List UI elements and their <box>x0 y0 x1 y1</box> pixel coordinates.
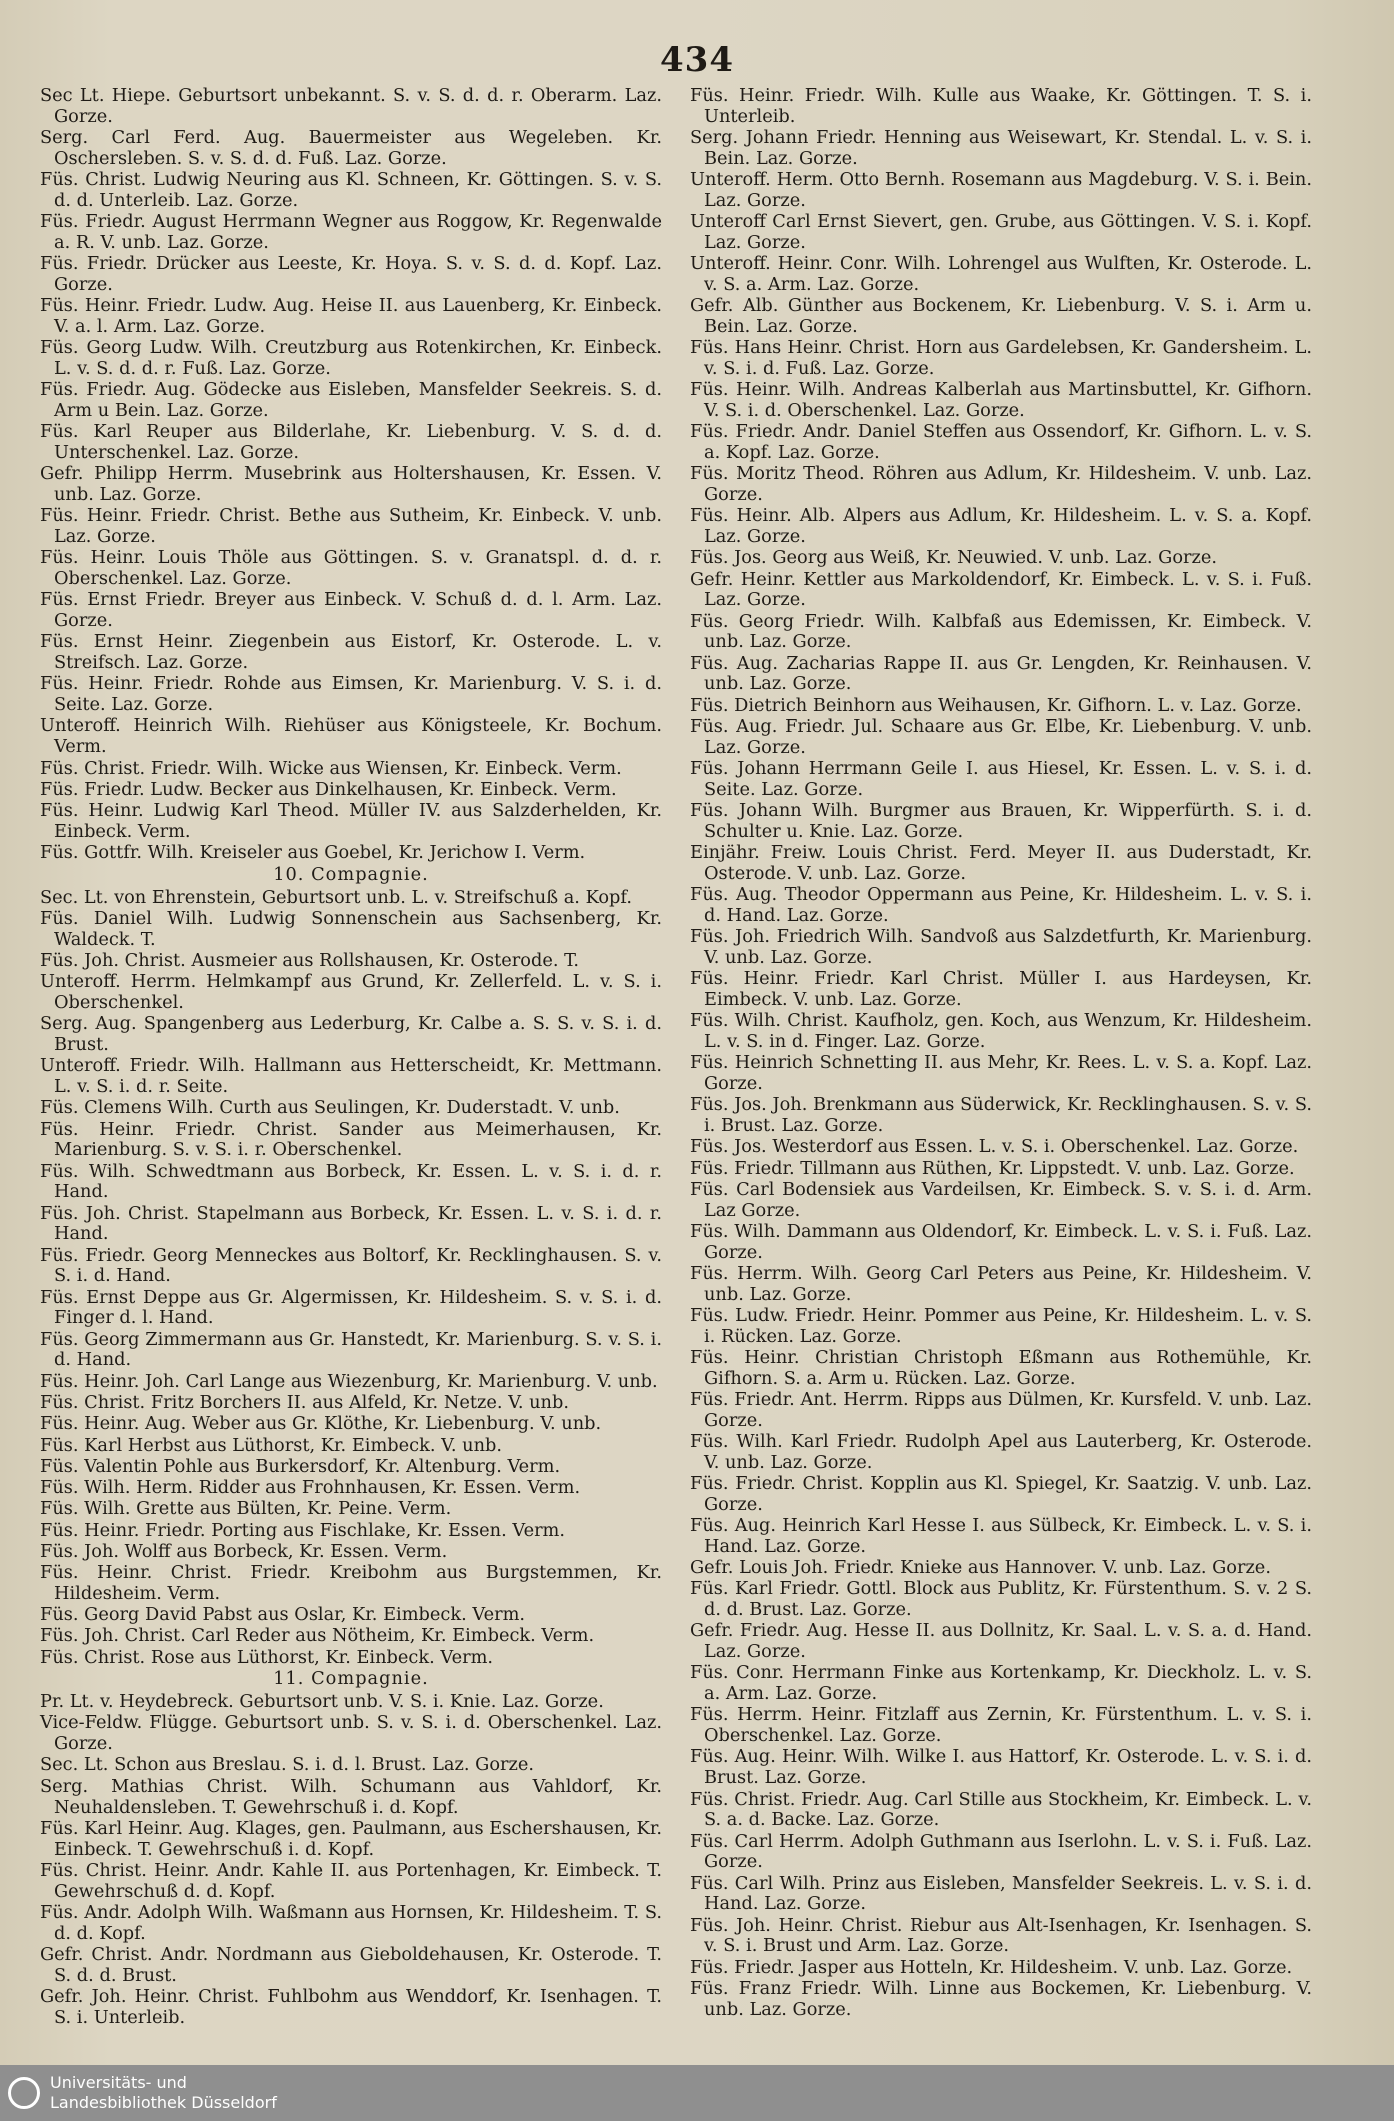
casualty-entry: Füs. Heinr. Friedr. Christ. Sander aus Meimerhausen, Kr. Marienburg. S. v. S. i. r. Oberschenkel. <box>40 1119 662 1161</box>
casualty-entry: Füs. Joh. Heinr. Christ. Riebur aus Alt-Isenhagen, Kr. Isenhagen. S. v. S. i. Brust und Arm. Laz. Gorze. <box>690 1915 1312 1957</box>
library-name <box>50 2073 277 2113</box>
casualty-entry: Füs. Joh. Christ. Carl Reder aus Nötheim, Kr. Eimbeck. Verm. <box>40 1626 595 1647</box>
casualty-entry: Füs. Joh. Christ. Stapelmann aus Borbeck, Kr. Essen. L. v. S. i. d. r. Hand. <box>40 1203 662 1245</box>
casualty-entry: Unteroff Carl Ernst Sievert, gen. Grube, aus Göttingen. V. S. i. Kopf. Laz. Gorze. <box>690 212 1312 253</box>
casualty-entry: Füs. Heinr. Louis Thöle aus Göttingen. S. v. Granatspl. d. d. r. Oberschenkel. Laz. Gorze. <box>40 548 662 590</box>
casualty-entry: Füs. Joh. Christ. Ausmeier aus Rollshausen, Kr. Osterode. T. <box>40 950 579 971</box>
casualty-entry: Füs. Georg Friedr. Wilh. Kalbfaß aus Edemissen, Kr. Eimbeck. V. unb. Laz. Gorze. <box>690 611 1312 653</box>
casualty-entry: Gefr. Philipp Herrm. Musebrink aus Holtershausen, Kr. Essen. V. unb. Laz. Gorze. <box>40 464 662 506</box>
page-number: 434 <box>660 40 734 80</box>
right-column <box>690 86 1312 2021</box>
casualty-entry: Sec Lt. Hiepe. Geburtsort unbekannt. S. v. S. d. d. r. Oberarm. Laz. Gorze. <box>40 86 662 127</box>
casualty-entry: Füs. Daniel Wilh. Ludwig Sonnenschein aus Sachsenberg, Kr. Waldeck. T. <box>40 908 662 950</box>
casualty-entry: Füs. Friedr. August Herrmann Wegner aus Roggow, Kr. Regenwalde a. R. V. unb. Laz. Gorze. <box>40 212 662 253</box>
casualty-entry: Füs. Heinr. Wilh. Andreas Kalberlah aus Martinsbuttel, Kr. Gifhorn. V. S. i. d. Oberschenkel. Laz. Gorze. <box>690 380 1312 421</box>
casualty-entry: Füs. Herrm. Wilh. Georg Carl Peters aus Peine, Kr. Hildesheim. V. unb. Laz. Gorze. <box>690 1263 1312 1305</box>
casualty-entry: Füs. Friedr. Georg Menneckes aus Boltorf, Kr. Recklinghausen. S. v. S. i. d. Hand. <box>40 1245 662 1287</box>
casualty-entry: Füs. Friedr. Ludw. Becker aus Dinkelhausen, Kr. Einbeck. Verm. <box>40 779 617 800</box>
casualty-entry: Füs. Aug. Heinrich Karl Hesse I. aus Sülbeck, Kr. Eimbeck. L. v. S. i. Hand. Laz. Gorze. <box>690 1516 1312 1557</box>
casualty-entry: Füs. Heinr. Joh. Carl Lange aus Wiezenburg, Kr. Marienburg. V. unb. <box>40 1371 658 1392</box>
casualty-entry: Füs. Georg Zimmermann aus Gr. Hanstedt, Kr. Marienburg. S. v. S. i. d. Hand. <box>40 1329 662 1371</box>
casualty-entry: Füs. Ernst Friedr. Breyer aus Einbeck. V. Schuß d. d. l. Arm. Laz. Gorze. <box>40 590 662 632</box>
casualty-entry: Einjähr. Freiw. Louis Christ. Ferd. Meyer II. aus Duderstadt, Kr. Osterode. V. unb. Laz. Gorze. <box>690 843 1312 884</box>
casualty-entry: Füs. Joh. Wolff aus Borbeck, Kr. Essen. Verm. <box>40 1541 448 1562</box>
casualty-entry: Füs. Christ. Heinr. Andr. Kahle II. aus Portenhagen, Kr. Eimbeck. T. Gewehrschuß d. d. Kopf. <box>40 1860 662 1902</box>
casualty-entry: Füs. Aug. Theodor Oppermann aus Peine, Kr. Hildesheim. L. v. S. i. d. Hand. Laz. Gorze. <box>690 885 1312 926</box>
casualty-entry: Füs. Heinrich Schnetting II. aus Mehr, Kr. Rees. L. v. S. a. Kopf. Laz. Gorze. <box>690 1053 1312 1094</box>
casualty-entry: Füs. Wilh. Herm. Ridder aus Frohnhausen, Kr. Essen. Verm. <box>40 1478 581 1499</box>
casualty-entry: Füs. Heinr. Friedr. Christ. Bethe aus Sutheim, Kr. Einbeck. V. unb. Laz. Gorze. <box>40 506 662 548</box>
casualty-entry: Gefr. Louis Joh. Friedr. Knieke aus Hannover. V. unb. Laz. Gorze. <box>690 1558 1271 1579</box>
casualty-entry: Füs. Valentin Pohle aus Burkersdorf, Kr. Altenburg. Verm. <box>40 1456 561 1477</box>
casualty-entry: Füs. Carl Wilh. Prinz aus Eisleben, Mansfelder Seekreis. L. v. S. i. d. Hand. Laz. Gorze. <box>690 1873 1312 1915</box>
casualty-entry: Füs. Heinr. Friedr. Rohde aus Eimsen, Kr. Marienburg. V. S. i. d. Seite. Laz. Gorze. <box>40 674 662 716</box>
casualty-entry: Füs. Herrm. Heinr. Fitzlaff aus Zernin, Kr. Fürstenthum. L. v. S. i. Oberschenkel. Laz. Gorze. <box>690 1705 1312 1747</box>
casualty-entry: Füs. Wilh. Christ. Kaufholz, gen. Koch, aus Wenzum, Kr. Hildesheim. L. v. S. in d. Finger. Laz. Gorze. <box>690 1011 1312 1052</box>
casualty-entry: Füs. Heinr. Christian Christoph Eßmann aus Rothemühle, Kr. Gifhorn. S. a. Arm u. Rücken. Laz. Gorze. <box>690 1347 1312 1389</box>
casualty-entry: Füs. Karl Friedr. Gottl. Block aus Publitz, Kr. Fürstenthum. S. v. 2 S. d. d. Brust. Laz. Gorze. <box>690 1579 1312 1621</box>
casualty-entry: Füs. Friedr. Tillmann aus Rüthen, Kr. Lippstedt. V. unb. Laz. Gorze. <box>690 1158 1295 1179</box>
casualty-entry: Gefr. Friedr. Aug. Hesse II. aus Dollnitz, Kr. Saal. L. v. S. a. d. Hand. Laz. Gorze. <box>690 1621 1312 1663</box>
library-name-line1: Universitäts- und <box>50 2073 187 2092</box>
left-column <box>40 86 662 2029</box>
casualty-entry: Füs. Conr. Herrmann Finke aus Kortenkamp, Kr. Dieckholz. L. v. S. a. Arm. Laz. Gorze. <box>690 1663 1312 1705</box>
casualty-entry: Füs. Joh. Friedrich Wilh. Sandvoß aus Salzdetfurth, Kr. Marienburg. V. unb. Laz. Gorze. <box>690 927 1312 968</box>
company-heading: 10. Compagnie. <box>273 864 429 885</box>
casualty-entry: Pr. Lt. v. Heydebreck. Geburtsort unb. V. S. i. Knie. Laz. Gorze. <box>40 1692 604 1713</box>
casualty-entry: Füs. Aug. Heinr. Wilh. Wilke I. aus Hattorf, Kr. Osterode. L. v. S. i. d. Brust. Laz. Gorze. <box>690 1747 1312 1789</box>
casualty-entry: Füs. Ernst Heinr. Ziegenbein aus Eistorf, Kr. Osterode. L. v. Streifsch. Laz. Gorze. <box>40 632 662 674</box>
casualty-entry: Füs. Carl Bodensiek aus Vardeilsen, Kr. Eimbeck. S. v. S. i. d. Arm. Laz Gorze. <box>690 1179 1312 1221</box>
library-name-line2: Landesbibliothek Düsseldorf <box>50 2093 277 2112</box>
casualty-entry: Sec. Lt. von Ehrenstein, Geburtsort unb. L. v. Streifschuß a. Kopf. <box>40 887 632 908</box>
casualty-entry: Füs. Heinr. Friedr. Wilh. Kulle aus Waake, Kr. Göttingen. T. S. i. Unterleib. <box>690 86 1312 127</box>
casualty-entry: Füs. Christ. Ludwig Neuring aus Kl. Schneen, Kr. Göttingen. S. v. S. d. d. Unterleib. Laz. Gorze. <box>40 170 662 211</box>
casualty-entry: Füs. Friedr. Aug. Gödecke aus Eisleben, Mansfelder Seekreis. S. d. Arm u Bein. Laz. Gorze. <box>40 380 662 421</box>
casualty-entry: Füs. Friedr. Christ. Kopplin aus Kl. Spiegel, Kr. Saatzig. V. unb. Laz. Gorze. <box>690 1474 1312 1515</box>
company-heading: 11. Compagnie. <box>273 1669 429 1690</box>
casualty-entry: Füs. Georg David Pabst aus Oslar, Kr. Eimbeck. Verm. <box>40 1605 526 1626</box>
casualty-entry: Füs. Clemens Wilh. Curth aus Seulingen, Kr. Duderstadt. V. unb. <box>40 1098 620 1119</box>
casualty-entry: Füs. Christ. Fritz Borchers II. aus Alfeld, Kr. Netze. V. unb. <box>40 1392 569 1413</box>
casualty-entry: Füs. Aug. Friedr. Jul. Schaare aus Gr. Elbe, Kr. Liebenburg. V. unb. Laz. Gorze. <box>690 716 1312 758</box>
library-footer <box>0 2065 1394 2121</box>
casualty-entry: Serg. Aug. Spangenberg aus Lederburg, Kr. Calbe a. S. S. v. S. i. d. Brust. <box>40 1014 662 1055</box>
casualty-entry: Gefr. Joh. Heinr. Christ. Fuhlbohm aus Wenddorf, Kr. Isenhagen. T. S. i. Unterleib. <box>40 1986 662 2028</box>
casualty-entry: Füs. Moritz Theod. Röhren aus Adlum, Kr. Hildesheim. V. unb. Laz. Gorze. <box>690 464 1312 506</box>
casualty-entry: Unteroff. Herrm. Helmkampf aus Grund, Kr. Zellerfeld. L. v. S. i. Oberschenkel. <box>40 972 662 1013</box>
casualty-entry: Füs. Heinr. Ludwig Karl Theod. Müller IV. aus Salzderhelden, Kr. Einbeck. Verm. <box>40 801 662 842</box>
casualty-entry: Füs. Karl Heinr. Aug. Klages, gen. Paulmann, aus Eschershausen, Kr. Einbeck. T. Gewehrschuß i. d. Kopf. <box>40 1818 662 1860</box>
casualty-entry: Füs. Heinr. Christ. Friedr. Kreibohm aus Burgstemmen, Kr. Hildesheim. Verm. <box>40 1563 662 1604</box>
casualty-entry: Füs. Hans Heinr. Christ. Horn aus Gardelebsen, Kr. Gandersheim. L. v. S. i. d. Fuß. Laz. Gorze. <box>690 338 1312 379</box>
casualty-entry: Füs. Ernst Deppe aus Gr. Algermissen, Kr. Hildesheim. S. v. S. i. d. Finger d. l. Hand. <box>40 1287 662 1329</box>
casualty-entry: Füs. Friedr. Andr. Daniel Steffen aus Ossendorf, Kr. Gifhorn. L. v. S. a. Kopf. Laz. Gorze. <box>690 422 1312 464</box>
casualty-entry: Füs. Andr. Adolph Wilh. Waßmann aus Hornsen, Kr. Hildesheim. T. S. d. d. Kopf. <box>40 1902 662 1944</box>
casualty-entry: Füs. Ludw. Friedr. Heinr. Pommer aus Peine, Kr. Hildesheim. L. v. S. i. Rücken. Laz. Gorze. <box>690 1305 1312 1347</box>
casualty-entry: Füs. Wilh. Karl Friedr. Rudolph Apel aus Lauterberg, Kr. Osterode. V. unb. Laz. Gorze. <box>690 1432 1312 1473</box>
casualty-entry: Füs. Johann Herrmann Geile I. aus Hiesel, Kr. Essen. L. v. S. i. d. Seite. Laz. Gorze. <box>690 759 1312 800</box>
casualty-entry: Serg. Mathias Christ. Wilh. Schumann aus Vahldorf, Kr. Neuhaldensleben. T. Gewehrschuß i. d. Kopf. <box>40 1776 662 1818</box>
casualty-entry: Füs. Wilh. Schwedtmann aus Borbeck, Kr. Essen. L. v. S. i. d. r. Hand. <box>40 1161 662 1203</box>
casualty-entry: Füs. Friedr. Ant. Herrm. Ripps aus Dülmen, Kr. Kursfeld. V. unb. Laz. Gorze. <box>690 1389 1312 1431</box>
casualty-entry: Füs. Heinr. Friedr. Ludw. Aug. Heise II. aus Lauenberg, Kr. Einbeck. V. a. l. Arm. Laz. Gorze. <box>40 296 662 337</box>
casualty-entry: Füs. Karl Herbst aus Lüthorst, Kr. Eimbeck. V. unb. <box>40 1435 503 1456</box>
casualty-entry: Gefr. Heinr. Kettler aus Markoldendorf, Kr. Eimbeck. L. v. S. i. Fuß. Laz. Gorze. <box>690 569 1312 611</box>
casualty-entry: Füs. Wilh. Dammann aus Oldendorf, Kr. Eimbeck. L. v. S. i. Fuß. Laz. Gorze. <box>690 1221 1312 1263</box>
casualty-entry: Füs. Heinr. Aug. Weber aus Gr. Klöthe, Kr. Liebenburg. V. unb. <box>40 1414 602 1435</box>
casualty-entry: Füs. Heinr. Friedr. Karl Christ. Müller I. aus Hardeysen, Kr. Eimbeck. V. unb. Laz. Gorze. <box>690 969 1312 1010</box>
casualty-entry: Füs. Jos. Joh. Brenkmann aus Süderwick, Kr. Recklinghausen. S. v. S. i. Brust. Laz. Gorze. <box>690 1095 1312 1137</box>
casualty-entry: Unteroff. Herm. Otto Bernh. Rosemann aus Magdeburg. V. S. i. Bein. Laz. Gorze. <box>690 170 1312 211</box>
casualty-entry: Unteroff. Heinrich Wilh. Riehüser aus Königsteele, Kr. Bochum. Verm. <box>40 716 662 758</box>
casualty-entry: Füs. Christ. Friedr. Wilh. Wicke aus Wiensen, Kr. Einbeck. Verm. <box>40 758 622 779</box>
casualty-entry: Füs. Wilh. Grette aus Bülten, Kr. Peine. Verm. <box>40 1499 452 1520</box>
casualty-entry: Füs. Gottfr. Wilh. Kreiseler aus Goebel, Kr. Jerichow I. Verm. <box>40 843 586 864</box>
casualty-entry: Unteroff. Friedr. Wilh. Hallmann aus Hetterscheidt, Kr. Mettmann. L. v. S. i. d. r. Seite. <box>40 1056 662 1097</box>
casualty-entry: Sec. Lt. Schon aus Breslau. S. i. d. l. Brust. Laz. Gorze. <box>40 1755 534 1776</box>
casualty-entry: Füs. Jos. Georg aus Weiß, Kr. Neuwied. V. unb. Laz. Gorze. <box>690 548 1218 569</box>
casualty-entry: Füs. Christ. Rose aus Lüthorst, Kr. Einbeck. Verm. <box>40 1647 494 1668</box>
casualty-entry: Gefr. Alb. Günther aus Bockenem, Kr. Liebenburg. V. S. i. Arm u. Bein. Laz. Gorze. <box>690 296 1312 337</box>
casualty-entry: Füs. Friedr. Jasper aus Hotteln, Kr. Hildesheim. V. unb. Laz. Gorze. <box>690 1957 1293 1978</box>
casualty-entry: Gefr. Christ. Andr. Nordmann aus Gieboldehausen, Kr. Osterode. T. S. d. d. Brust. <box>40 1944 662 1986</box>
casualty-entry: Füs. Heinr. Friedr. Porting aus Fischlake, Kr. Essen. Verm. <box>40 1520 566 1541</box>
library-logo-icon <box>8 2077 40 2109</box>
casualty-entry: Füs. Aug. Zacharias Rappe II. aus Gr. Lengden, Kr. Reinhausen. V. unb. Laz. Gorze. <box>690 653 1312 695</box>
casualty-entry: Füs. Carl Herrm. Adolph Guthmann aus Iserlohn. L. v. S. i. Fuß. Laz. Gorze. <box>690 1831 1312 1873</box>
casualty-entry: Füs. Karl Reuper aus Bilderlahe, Kr. Liebenburg. V. S. d. d. Unterschenkel. Laz. Gorze. <box>40 422 662 464</box>
casualty-entry: Füs. Georg Ludw. Wilh. Creutzburg aus Rotenkirchen, Kr. Einbeck. L. v. S. d. d. r. Fuß. Laz. Gorze. <box>40 338 662 379</box>
casualty-entry: Serg. Johann Friedr. Henning aus Weisewart, Kr. Stendal. L. v. S. i. Bein. Laz. Gorze. <box>690 128 1312 169</box>
casualty-entry: Füs. Jos. Westerdorf aus Essen. L. v. S. i. Oberschenkel. Laz. Gorze. <box>690 1137 1299 1158</box>
casualty-entry: Vice-Feldw. Flügge. Geburtsort unb. S. v. S. i. d. Oberschenkel. Laz. Gorze. <box>40 1713 662 1755</box>
casualty-entry: Füs. Friedr. Drücker aus Leeste, Kr. Hoya. S. v. S. d. d. Kopf. Laz. Gorze. <box>40 254 662 295</box>
casualty-entry: Füs. Johann Wilh. Burgmer aus Brauen, Kr. Wipperfürth. S. i. d. Schulter u. Knie. Laz. Gorze. <box>690 801 1312 842</box>
casualty-entry: Füs. Heinr. Alb. Alpers aus Adlum, Kr. Hildesheim. L. v. S. a. Kopf. Laz. Gorze. <box>690 506 1312 548</box>
casualty-entry: Serg. Carl Ferd. Aug. Bauermeister aus Wegeleben. Kr. Oschersleben. S. v. S. d. d. Fuß. Laz. Gorze. <box>40 128 662 169</box>
casualty-entry: Füs. Franz Friedr. Wilh. Linne aus Bockemen, Kr. Liebenburg. V. unb. Laz. Gorze. <box>690 1978 1312 2020</box>
casualty-entry: Füs. Dietrich Beinhorn aus Weihausen, Kr. Gifhorn. L. v. Laz. Gorze. <box>690 695 1302 716</box>
casualty-entry: Unteroff. Heinr. Conr. Wilh. Lohrengel aus Wulften, Kr. Osterode. L. v. S. a. Arm. Laz. Gorze. <box>690 254 1312 295</box>
casualty-entry: Füs. Christ. Friedr. Aug. Carl Stille aus Stockheim, Kr. Eimbeck. L. v. S. a. d. Backe. Laz. Gorze. <box>690 1789 1312 1831</box>
